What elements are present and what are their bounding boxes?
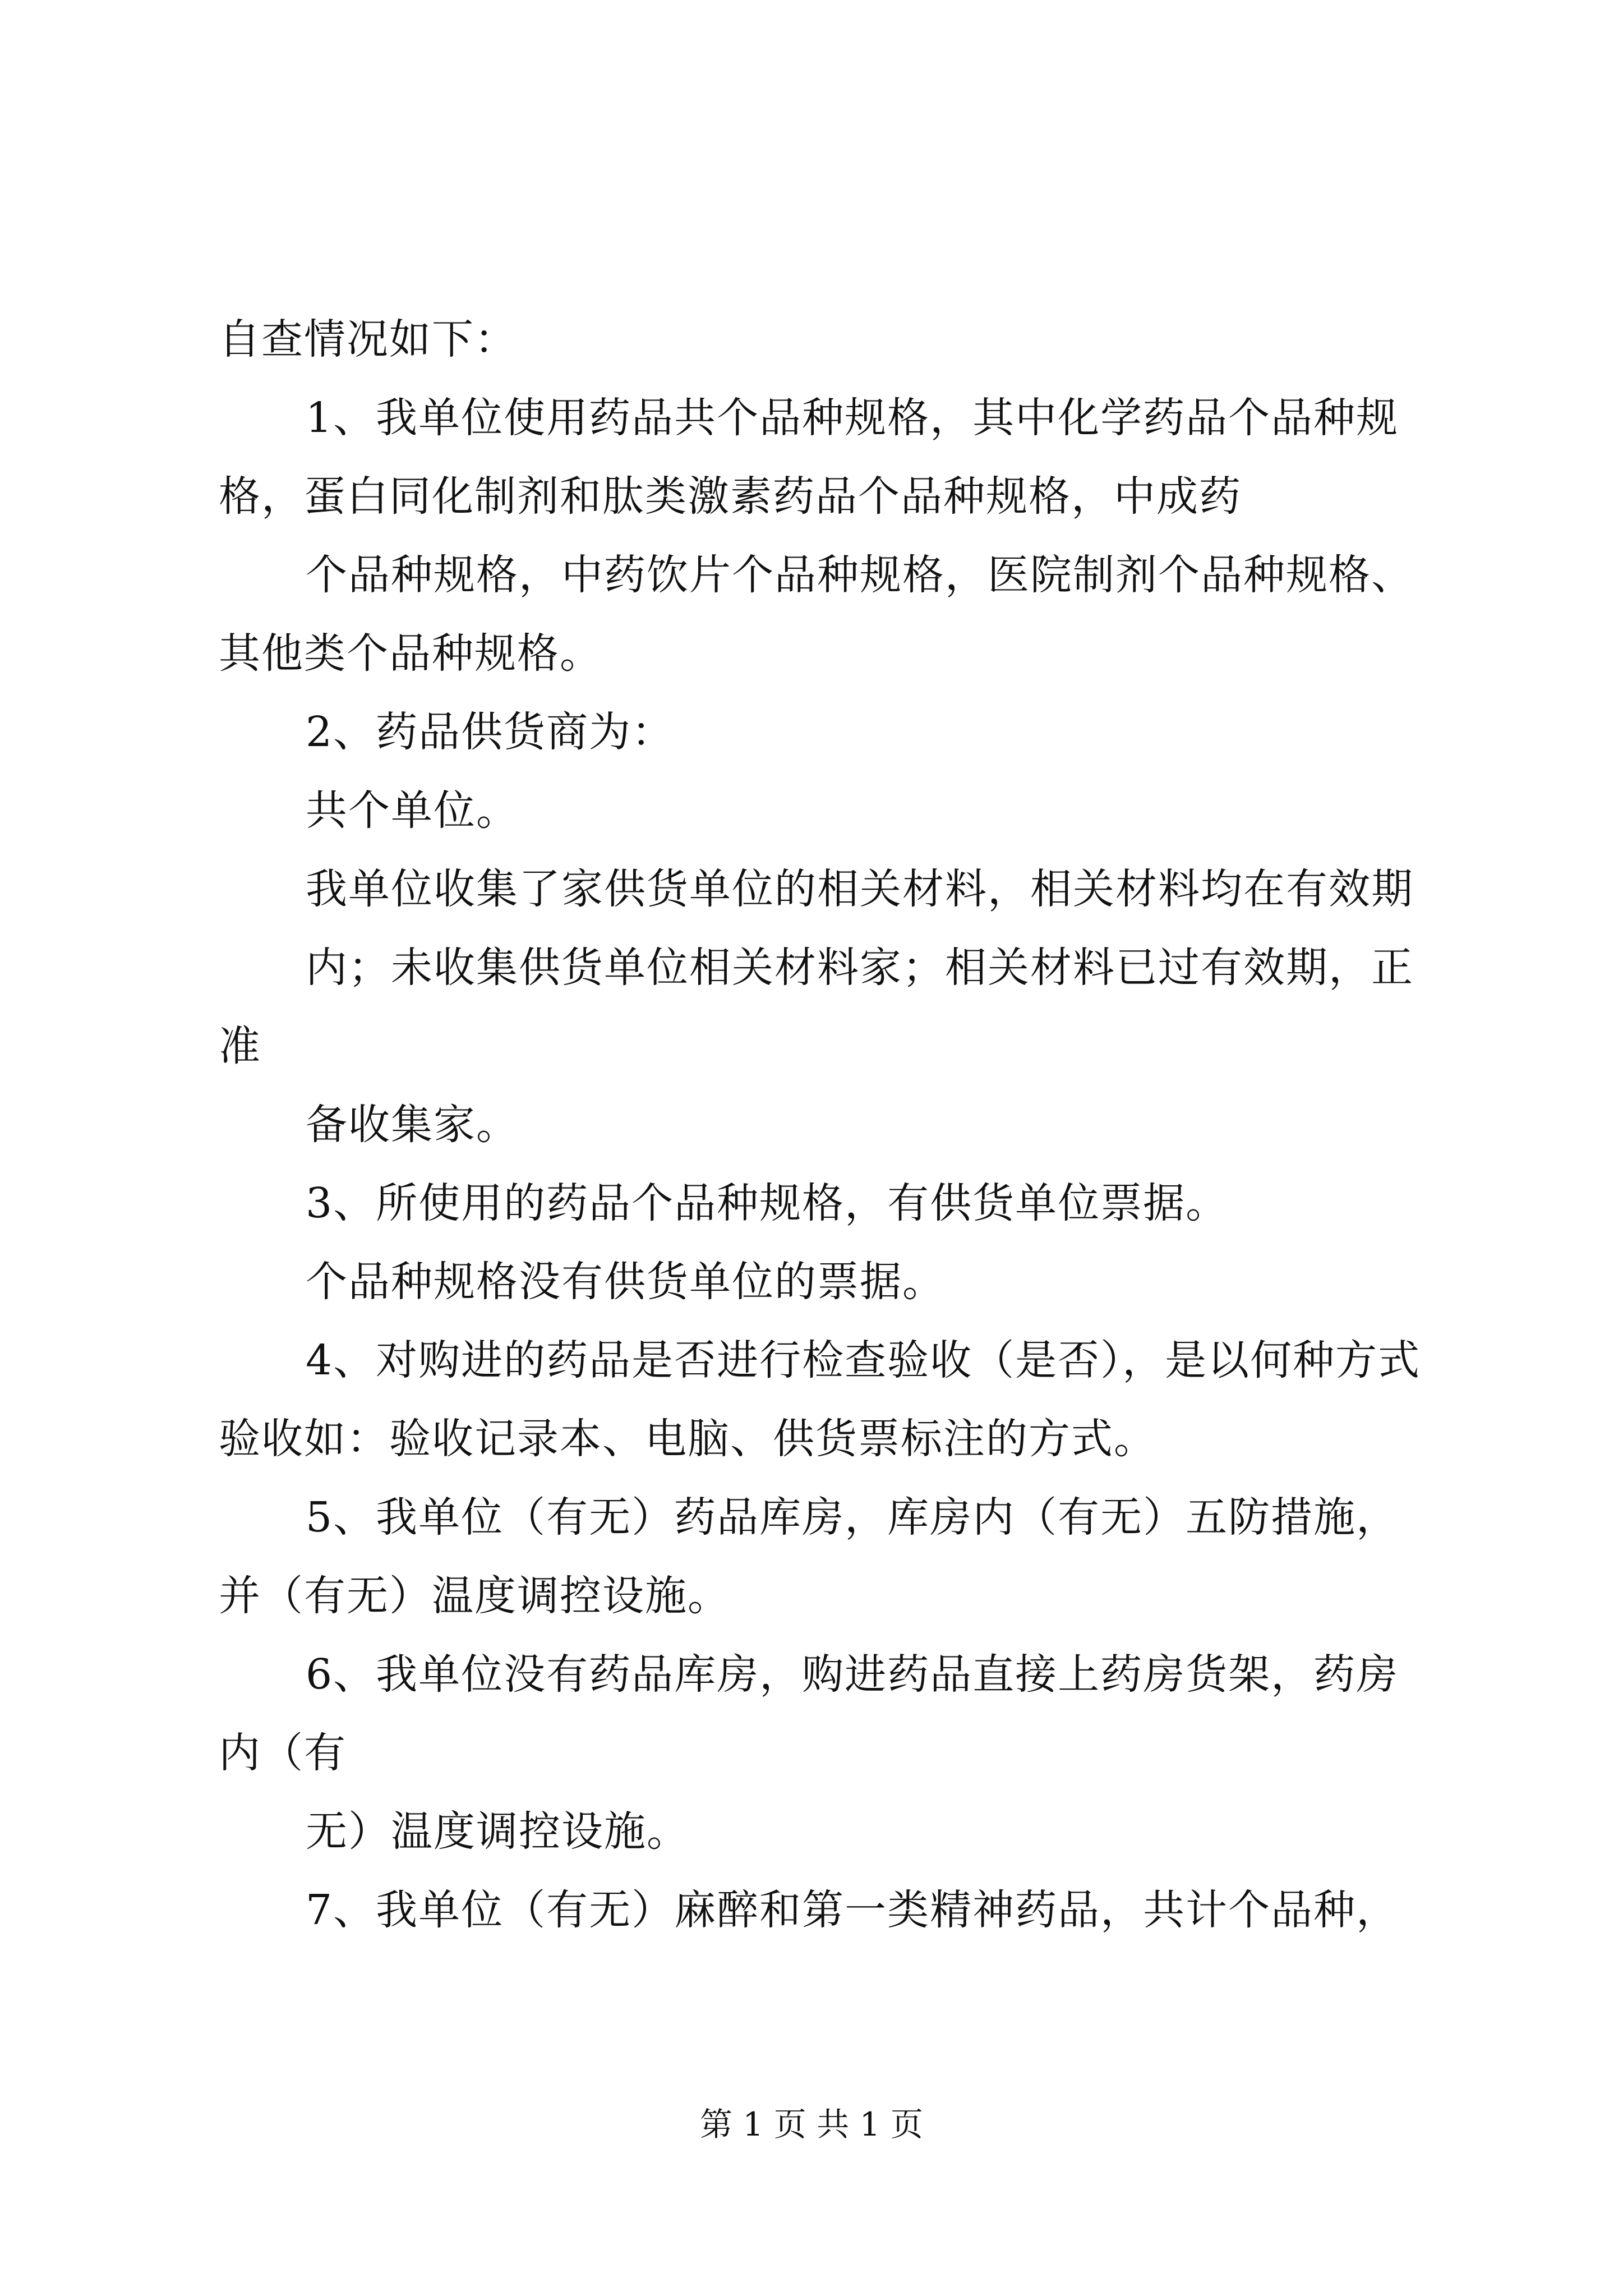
text-line: 备收集家。 [306,1101,519,1149]
text-line: 个品种规格，中药饮片个品种规格，医院制剂个品种规格、 [306,551,1414,599]
page-footer: 第 1 页 共 1 页 [700,2105,923,2143]
text-line: 4、对购进的药品是否进行检查验收（是否），是以何种方式 [306,1336,1421,1384]
text-line: 准 [219,1022,261,1070]
text-line: 格，蛋白同化制剂和肽类激素药品个品种规格，中成药 [219,472,1242,521]
text-line: 内（有 [219,1729,347,1777]
text-line: 无）温度调控设施。 [306,1807,689,1856]
text-line: 我单位收集了家供货单位的相关材料，相关材料均在有效期 [306,865,1414,913]
text-line: 并（有无）温度调控设施。 [219,1572,730,1620]
text-line: 3、所使用的药品个品种规格，有供货单位票据。 [306,1179,1229,1227]
text-line: 5、我单位（有无）药品库房，库房内（有无）五防措施， [306,1493,1399,1542]
text-line: 2、药品供货商为： [306,708,675,756]
text-line: 7、我单位（有无）麻醉和第一类精神药品，共计个品种， [306,1886,1399,1934]
text-line: 其他类个品种规格。 [219,629,602,678]
text-line: 自查情况如下： [219,315,517,364]
text-line: 共个单位。 [306,786,519,835]
text-line: 6、我单位没有药品库房，购进药品直接上药房货架，药房 [306,1650,1399,1699]
text-line: 个品种规格没有供货单位的票据。 [306,1258,945,1306]
text-line: 验收如：验收记录本、电脑、供货票标注的方式。 [219,1415,1156,1463]
text-line: 1、我单位使用药品共个品种规格，其中化学药品个品种规 [306,394,1399,442]
text-line: 内；未收集供货单位相关材料家；相关材料已过有效期，正 [306,944,1414,992]
